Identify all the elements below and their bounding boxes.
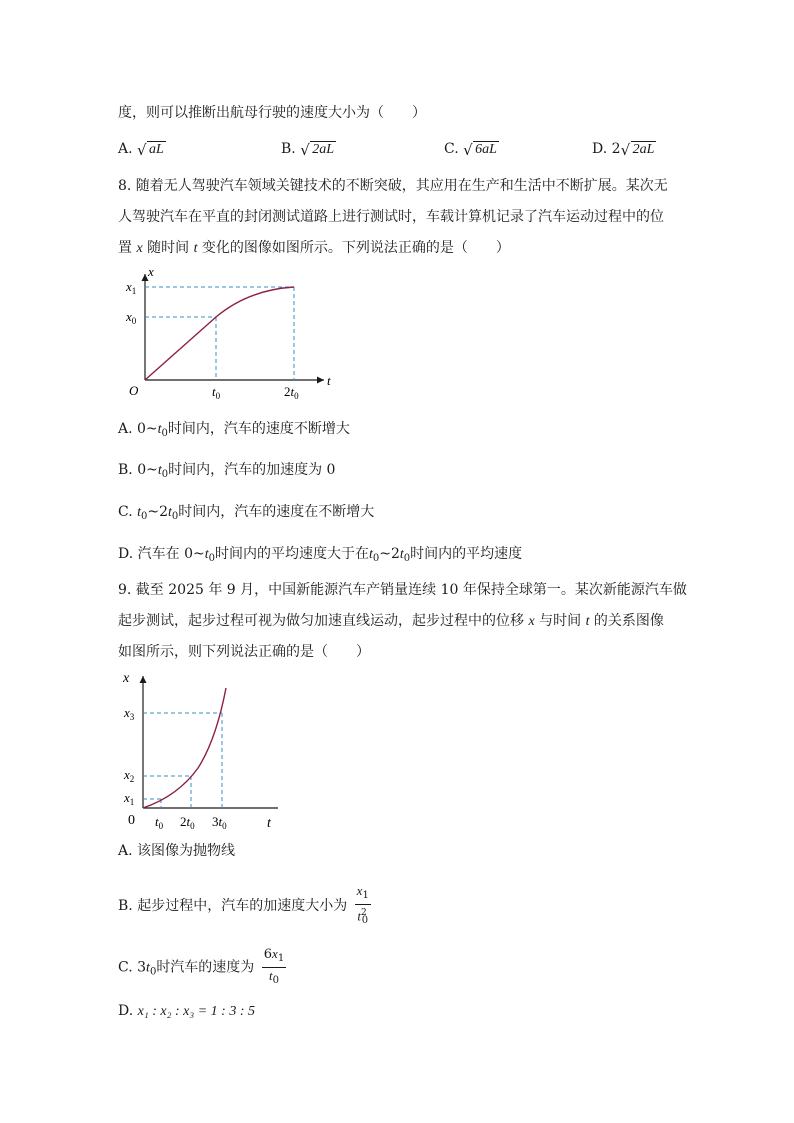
option-label: B. <box>281 141 296 157</box>
q9-stem-line-1: 9. 截至 2025 年 9 月，中国新能源汽车产销量连续 10 年保持全球第一。某次新能源汽车做 <box>118 582 687 598</box>
q8-option-c[interactable]: C. $t_0\sim 2t_0$时间内，汽车的速度在不断增大 <box>118 504 375 522</box>
q8-stem-line-1: 8. 随着无人驾驶汽车领域关键技术的不断突破，其应用在生产和生活中不断扩展。某次无 <box>118 178 668 194</box>
ratio-expression: x₁ : x₂ : x₃ = 1 : 3 : 5 <box>137 1004 255 1019</box>
sqrt-expression: √ 2aL <box>620 141 655 159</box>
origin-label: O <box>129 383 139 398</box>
x-t-curve <box>143 688 226 808</box>
tick-x0: $x_0$ <box>126 309 137 326</box>
tick-3t0: $3t_0$ <box>212 814 227 831</box>
tick-x2: $x_2$ <box>124 767 135 784</box>
tick-x3: $x_3$ <box>124 705 135 722</box>
q9-option-d[interactable]: D. x₁ : x₂ : x₃ = 1 : 3 : 5 <box>118 1003 255 1019</box>
q9-option-c[interactable]: C. $3t_0$时汽车的速度为 $\frac{6x_1}{t_0}$ <box>118 946 285 986</box>
tick-t0: $t_0$ <box>155 814 164 831</box>
q8-x-t-graph <box>118 262 348 402</box>
q8-option-a[interactable]: A. $0\sim t_0$时间内，汽车的速度不断增大 <box>118 421 350 439</box>
q9-stem-line-2: 起步测试，起步过程可视为做匀加速直线运动，起步过程中的位移 x 与时间 t 的关系图像 <box>118 613 664 629</box>
q7-stem-tail: 度，则可以推断出航母行驶的速度大小为（ ） <box>118 105 426 121</box>
q8-option-b[interactable]: B. $0\sim t_0$时间内，汽车的加速度为 0 <box>118 462 336 480</box>
coefficient: 2 <box>611 141 621 157</box>
q7-option-c[interactable] <box>444 139 499 160</box>
tick-x1: $x_1$ <box>124 790 135 807</box>
fraction: $\frac{x_1}{t^2_0}$ <box>356 883 369 927</box>
sqrt-expression: √ 6aL <box>463 141 497 159</box>
sqrt-expression: √ aL <box>137 141 164 159</box>
q9-option-a[interactable]: A. 该图像为抛物线 <box>118 843 236 859</box>
q7-option-b[interactable] <box>281 139 336 160</box>
axis-label-t: t <box>267 816 271 831</box>
axis-label-x: x <box>148 264 154 279</box>
axis-label-t: t <box>327 373 331 388</box>
origin-label: 0 <box>128 813 135 828</box>
tick-t0: $t_0$ <box>212 384 221 401</box>
q8-stem-line-3: 置 x 随时间 t 变化的图像如图所示。下列说法正确的是（ ） <box>118 240 510 256</box>
tick-x1: $x_1$ <box>126 279 137 296</box>
option-label: A. <box>118 141 133 157</box>
tick-2t0: $2t_0$ <box>284 384 299 401</box>
q7-option-a[interactable] <box>118 139 166 160</box>
q9-stem-line-3: 如图所示，则下列说法正确的是（ ） <box>118 644 370 660</box>
x-t-curve <box>145 287 294 380</box>
option-label: D. <box>592 141 608 157</box>
q9-x-t-graph <box>118 668 293 838</box>
q8-stem-line-2: 人驾驶汽车在平直的封闭测试道路上进行测试时，车载计算机记录了汽车运动过程中的位 <box>118 209 664 225</box>
sqrt-expression: √ 2aL <box>300 141 334 159</box>
q7-option-d[interactable] <box>592 139 656 160</box>
axis-label-x: x <box>123 671 130 686</box>
fraction: $\frac{6x_1}{t_0}$ <box>263 946 285 986</box>
q8-option-d[interactable]: D. 汽车在 $0\sim t_0$时间内的平均速度大于在$t_0\sim 2t_0$时间内的平均速度 <box>118 546 523 564</box>
tick-2t0: $2t_0$ <box>180 814 195 831</box>
option-label: C. <box>444 141 459 157</box>
q9-option-b[interactable]: B. 起步过程中，汽车的加速度大小为 $\frac{x_1}{t^2_0}$ <box>118 883 369 927</box>
